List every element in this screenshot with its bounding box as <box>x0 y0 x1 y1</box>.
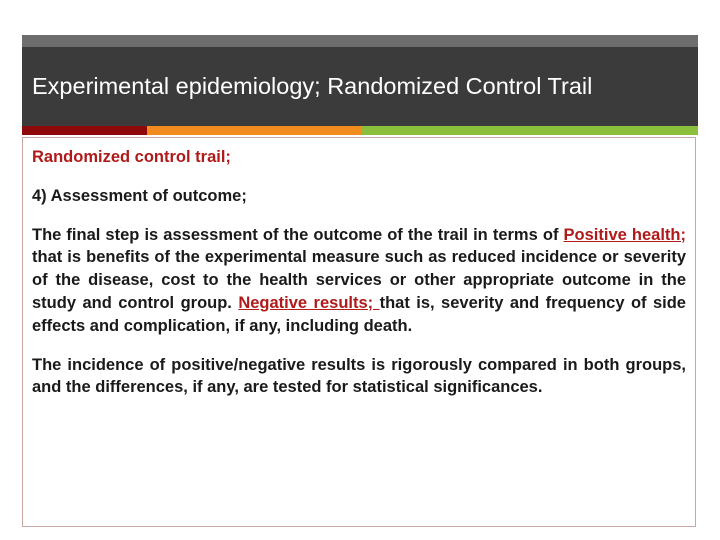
paragraph-outcome <box>32 224 686 338</box>
positive-health-term: Positive health; <box>563 225 686 244</box>
accent-bar-green <box>362 126 698 135</box>
paragraph-outcome-part1: The final step is assessment of the outcome of the trail in terms of <box>32 225 564 244</box>
slide-title: Experimental epidemiology; Randomized Control Trail <box>32 73 593 99</box>
paragraph-outcome-part3: that is, severity and frequency of side effects and complication, if any, including death. <box>32 293 686 335</box>
accent-bar-orange <box>147 126 362 135</box>
top-strip <box>22 35 698 47</box>
slide-body <box>32 146 686 415</box>
negative-results-term: Negative results; <box>238 293 380 312</box>
title-bar <box>22 47 698 126</box>
paragraph-outcome-part2: that is benefits of the experimental measure such as reduced incidence or severity of the disease, cost to the health services or other appropriate outcome in the study and control group. <box>32 248 686 312</box>
section-subheading: 4) Assessment of outcome; <box>32 186 247 205</box>
accent-bar-red <box>22 126 147 135</box>
content-box <box>22 137 696 527</box>
paragraph-comparison: The incidence of positive/negative results is rigorously compared in both groups, and the differences, if any, are tested for statistical significances. <box>32 355 686 397</box>
section-heading: Randomized control trail; <box>32 148 231 166</box>
